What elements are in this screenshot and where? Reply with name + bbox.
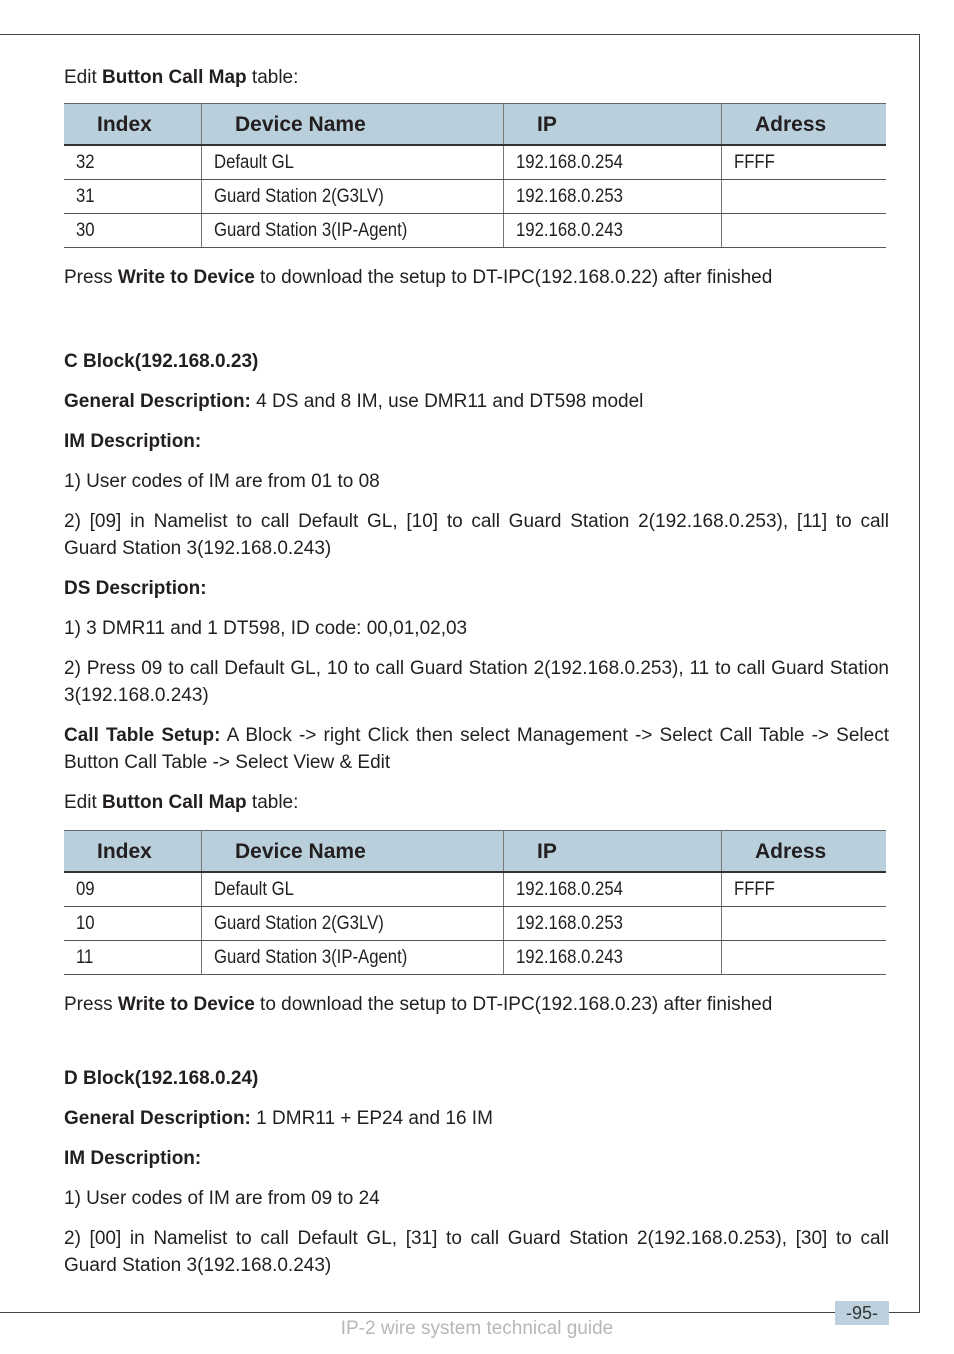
table-row [64,214,886,248]
header-index: Index [64,104,202,146]
c-im-description-label: IM Description: [64,431,202,452]
table-row [64,941,886,975]
table-row [64,145,886,180]
cell-index: 30 [76,220,95,241]
cell-device-name: Guard Station 2(G3LV) [214,913,384,934]
cell-device-name: Default GL [214,879,294,900]
button-call-map-table-2 [64,830,886,975]
table-row [64,907,886,941]
c-call-table-setup: Call Table Setup: A Block -> right Click then select Management -> Select Call Table -> Select Button Call Table -> Select View & Edit [64,725,889,773]
press-write-note-2: Press Write to Device to download the setup to DT-IPC(192.168.0.23) after finished [64,994,773,1015]
cell-index: 11 [76,947,94,968]
d-im-item-1: 1) User codes of IM are from 09 to 24 [64,1188,380,1209]
cell-ip: 192.168.0.243 [516,947,623,968]
cell-index: 10 [76,913,95,934]
cell-ip: 192.168.0.254 [516,152,623,173]
d-im-item-2: 2) [00] in Namelist to call Default GL, [31] to call Guard Station 2(192.168.0.253), [30] to call Guard Station 3(192.168.0.243) [64,1228,889,1276]
header-adress: Adress [722,831,887,873]
cell-device-name: Default GL [214,152,294,173]
page-content [64,64,889,1279]
cell-index: 32 [76,152,95,173]
cell-adress: FFFF [734,879,775,900]
cell-device-name: Guard Station 3(IP-Agent) [214,220,408,241]
header-index: Index [64,831,202,873]
cell-index: 09 [76,879,95,900]
c-ds-item-1: 1) 3 DMR11 and 1 DT598, ID code: 00,01,02,03 [64,618,468,639]
header-device-name: Device Name [202,104,504,146]
edit-table-intro-2: Edit Button Call Map table: [64,792,299,813]
table-row [64,180,886,214]
cell-ip: 192.168.0.253 [516,913,623,934]
c-ds-description-label: DS Description: [64,578,207,599]
header-adress: Adress [722,104,887,146]
d-im-description-label: IM Description: [64,1148,202,1169]
cell-ip: 192.168.0.243 [516,220,623,241]
cell-device-name: Guard Station 2(G3LV) [214,186,384,207]
header-ip: IP [504,831,722,873]
c-im-item-2: 2) [09] in Namelist to call Default GL, [10] to call Guard Station 2(192.168.0.253), [11] to call Guard Station 3(192.168.0.243) [64,511,889,559]
footer-title: IP-2 wire system technical guide [340,1318,614,1339]
cell-adress: FFFF [734,152,775,173]
c-general-description: General Description: 4 DS and 8 IM, use DMR11 and DT598 model [64,391,644,412]
c-ds-item-2: 2) Press 09 to call Default GL, 10 to call Guard Station 2(192.168.0.253), 11 to call Guard Station 3(192.168.0.243) [64,658,889,706]
edit-table-intro-1: Edit Button Call Map table: [64,67,299,88]
cell-index: 31 [76,186,95,207]
cell-ip: 192.168.0.254 [516,879,623,900]
c-im-item-1: 1) User codes of IM are from 01 to 08 [64,471,380,492]
d-general-description: General Description: 1 DMR11 + EP24 and 16 IM [64,1108,493,1129]
d-block-heading: D Block(192.168.0.24) [64,1068,259,1089]
page-number-badge: -95- [835,1301,889,1325]
header-ip: IP [504,104,722,146]
cell-ip: 192.168.0.253 [516,186,623,207]
button-call-map-table-1 [64,103,886,248]
header-device-name: Device Name [202,831,504,873]
press-write-note-1: Press Write to Device to download the setup to DT-IPC(192.168.0.22) after finished [64,267,773,288]
cell-device-name: Guard Station 3(IP-Agent) [214,947,408,968]
c-block-heading: C Block(192.168.0.23) [64,351,259,372]
table-row [64,872,886,907]
